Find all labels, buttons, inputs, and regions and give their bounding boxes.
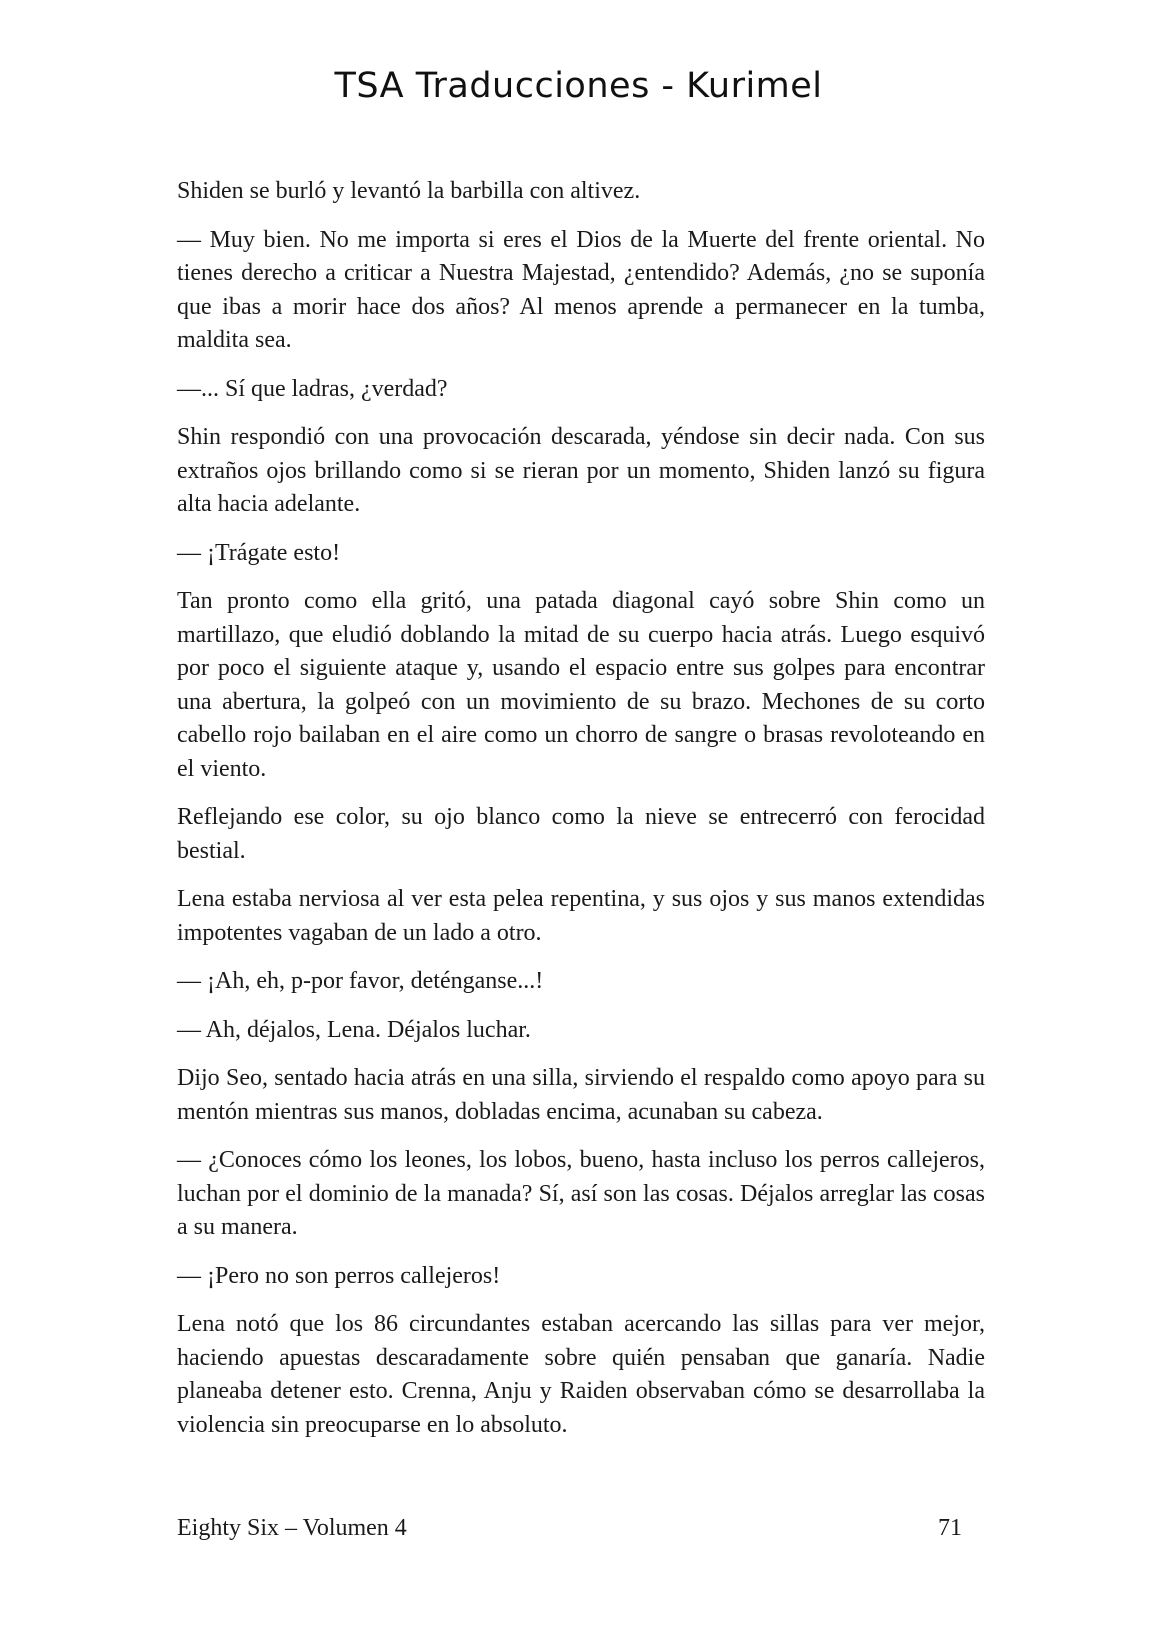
paragraph: Dijo Seo, sentado hacia atrás en una silla, sirviendo el respaldo como apoyo para su mentón mientras sus manos, dobladas encima, acunaban su cabeza. [177, 1065, 985, 1125]
paragraph: — ¡Pero no son perros callejeros! [177, 1262, 501, 1289]
body-text [177, 175, 985, 1457]
paragraph: Tan pronto como ella gritó, una patada diagonal cayó sobre Shin como un martillazo, que eludió doblando la mitad de su cuerpo hacia atrás. Luego esquivó por poco el siguiente ataque y, usando el espacio entre sus golpes para encontrar una abertura, la golpeó con un movimiento de su brazo. Mechones de su corto cabello rojo bailaban en el aire como un chorro de sangre o brasas revoloteando en el viento. [177, 588, 985, 782]
paragraph: Shin respondió con una provocación descarada, yéndose sin decir nada. Con sus extraños ojos brillando como si se rieran por un momento, Shiden lanzó su figura alta hacia adelante. [177, 424, 985, 517]
paragraph: — ¡Ah, eh, p-por favor, deténganse...! [177, 968, 544, 994]
footer-book-title: Eighty Six – Volumen 4 [177, 1515, 407, 1541]
paragraph: — Muy bien. No me importa si eres el Dios de la Muerte del frente oriental. No tienes derecho a criticar a Nuestra Majestad, ¿entendido? Además, ¿no se suponía que ibas a morir hace dos años? Al menos aprende a permanecer en la tumba, maldita sea. [177, 226, 985, 353]
paragraph: — Ah, déjalos, Lena. Déjalos luchar. [177, 1016, 531, 1043]
paragraph: —... Sí que ladras, ¿verdad? [177, 375, 448, 402]
page-footer [177, 1515, 962, 1542]
paragraph: Lena notó que los 86 circundantes estaban acercando las sillas para ver mejor, haciendo apuestas descaradamente sobre quién pensaban que ganaría. Nadie planeaba detener esto. Crenna, Anju y Raiden observaban cómo se desarrollaba la violencia sin preocuparse en lo absoluto. [177, 1311, 985, 1438]
page-header-title: TSA Traducciones - Kurimel [334, 66, 823, 106]
paragraph: Lena estaba nerviosa al ver esta pelea repentina, y sus ojos y sus manos extendidas impotentes vagaban de un lado a otro. [177, 886, 985, 946]
paragraph: — ¿Conoces cómo los leones, los lobos, bueno, hasta incluso los perros callejeros, luchan por el dominio de la manada? Sí, así son las cosas. Déjalos arreglar las cosas a su manera. [177, 1147, 985, 1240]
paragraph: — ¡Trágate esto! [177, 539, 341, 566]
footer-page-number: 71 [938, 1515, 962, 1541]
paragraph: Reflejando ese color, su ojo blanco como la nieve se entrecerró con ferocidad bestial. [177, 804, 985, 864]
paragraph: Shiden se burló y levantó la barbilla con altivez. [177, 178, 641, 204]
